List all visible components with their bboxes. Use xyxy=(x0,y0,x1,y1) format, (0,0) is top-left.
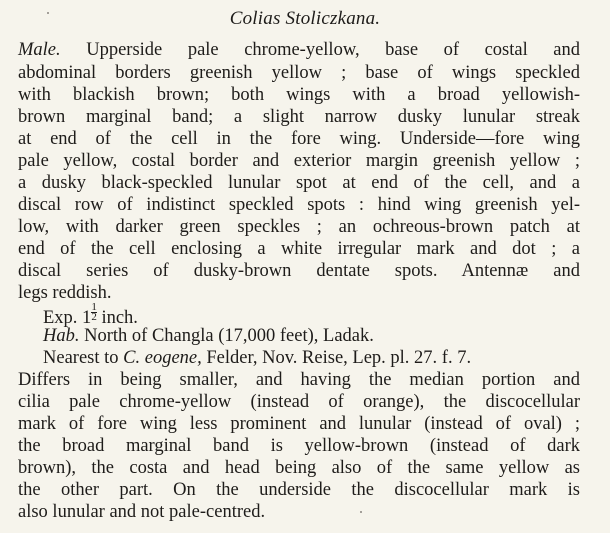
text-line: discal row of indistinct speckled spots : hind wing greenish yel- xyxy=(18,195,580,215)
print-speck xyxy=(360,511,362,513)
comparison-line: Nearest to C. eogene, Felder, Nov. Reise, Lep. pl. 27. f. 7. xyxy=(43,348,472,368)
text-line: end of the cell enclosing a white irregular mark and dot ; a xyxy=(18,239,580,259)
text-line: cilia pale chrome-yellow (instead of orange), the discocellular xyxy=(18,392,580,412)
text-line: Male. Upperside pale chrome-yellow, base of costal and xyxy=(18,40,581,60)
fraction: $\frac{1}{2}$ xyxy=(91,301,97,323)
print-speck xyxy=(47,12,49,14)
text-line: low, with darker green speckles ; an ochreous-brown patch at xyxy=(18,217,580,237)
species-title: Colias Stoliczkana. xyxy=(229,8,381,29)
text-line: with blackish brown; both wings with a broad yellowish- xyxy=(18,85,580,105)
text-line: brown), the costa and head being also of the same yellow as xyxy=(18,458,580,478)
text-line: pale yellow, costal border and exterior margin greenish yellow ; xyxy=(18,151,580,171)
male-label: Male. xyxy=(18,40,61,60)
text-line: discal series of dusky-brown dentate spots. Antennæ and xyxy=(18,261,580,281)
text-line: abdominal borders greenish yellow ; base of wings speckled xyxy=(18,63,580,83)
text-line: the broad marginal band is yellow-brown (instead of dark xyxy=(18,436,580,456)
species-reference: C. eogene, xyxy=(123,348,202,368)
text-line: brown marginal band; a slight narrow dusky lunular streak xyxy=(18,107,580,127)
text-line: mark of fore wing less prominent and lunular (instead of oval) ; xyxy=(18,414,580,434)
text-line: a dusky black-speckled lunular spot at end of the cell, and a xyxy=(18,173,580,193)
habitat-label: Hab. xyxy=(43,326,80,346)
habitat-line: Hab. North of Changla (17,000 feet), Ladak. xyxy=(43,326,374,346)
text-line: also lunular and not pale-centred. xyxy=(18,502,266,522)
text-line: Differs in being smaller, and having the median portion and xyxy=(18,370,580,390)
text-line: at end of the cell in the fore wing. Underside—fore wing xyxy=(18,129,580,149)
text-line: legs reddish. xyxy=(18,283,112,303)
text-line: the other part. On the underside the discocellular mark is xyxy=(18,480,580,500)
expanse-line: Exp. 1 $\frac{1}{2}$ inch. xyxy=(43,301,138,328)
